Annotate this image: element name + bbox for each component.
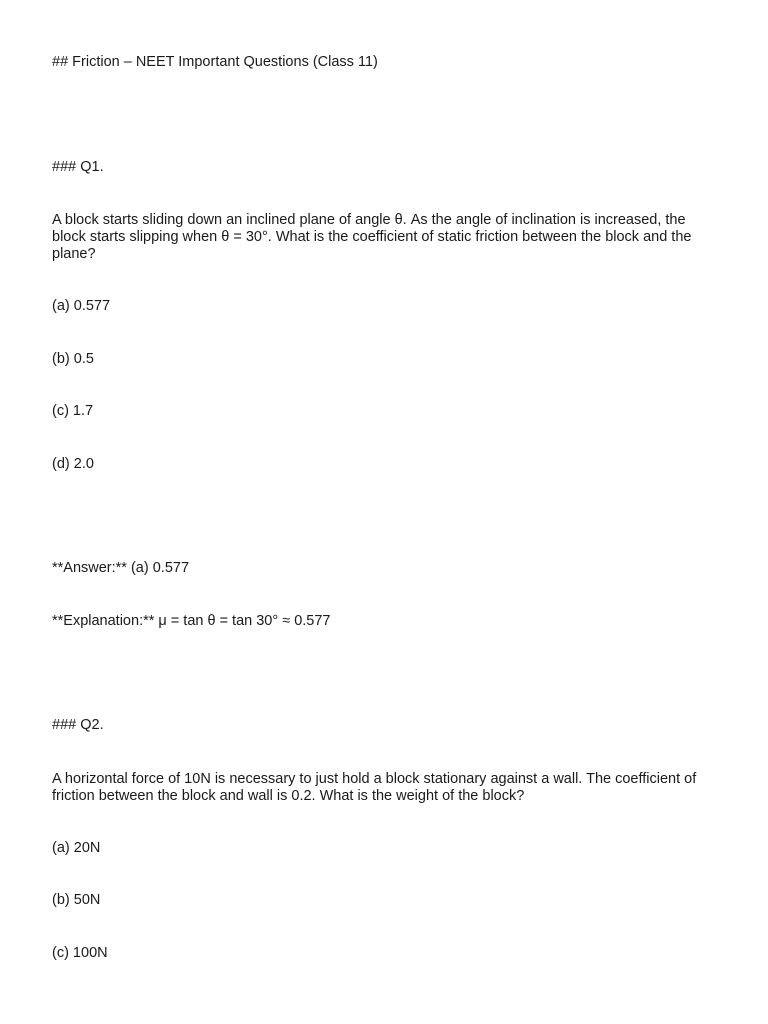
question-2-text: A horizontal force of 10N is necessary to just hold a block stationary against a wall. The coefficient of friction between the block and wall is 0.2. What is the weight of the block? <box>52 771 697 804</box>
question-1-heading: ### Q1. <box>52 159 104 175</box>
question-1-option-c: (c) 1.7 <box>52 403 94 419</box>
question-2-heading: ### Q2. <box>52 717 104 733</box>
question-1-explanation: **Explanation:** μ = tan θ = tan 30° ≈ 0.577 <box>52 613 331 629</box>
question-1-option-b: (b) 0.5 <box>52 351 94 367</box>
question-1-option-a: (a) 0.577 <box>52 298 111 314</box>
question-1-answer: **Answer:** (a) 0.577 <box>52 560 190 576</box>
question-2-option-c: (c) 100N <box>52 945 108 961</box>
question-1-text: A block starts sliding down an inclined plane of angle θ. As the angle of inclination is increased, the block starts slipping when θ = 30°. What is the coefficient of static friction between the block and the plane? <box>52 212 692 262</box>
document-title: ## Friction – NEET Important Questions (Class 11) <box>52 54 378 70</box>
question-2-option-a: (a) 20N <box>52 840 101 856</box>
question-1-option-d: (d) 2.0 <box>52 456 94 472</box>
question-2-option-b: (b) 50N <box>52 892 101 908</box>
